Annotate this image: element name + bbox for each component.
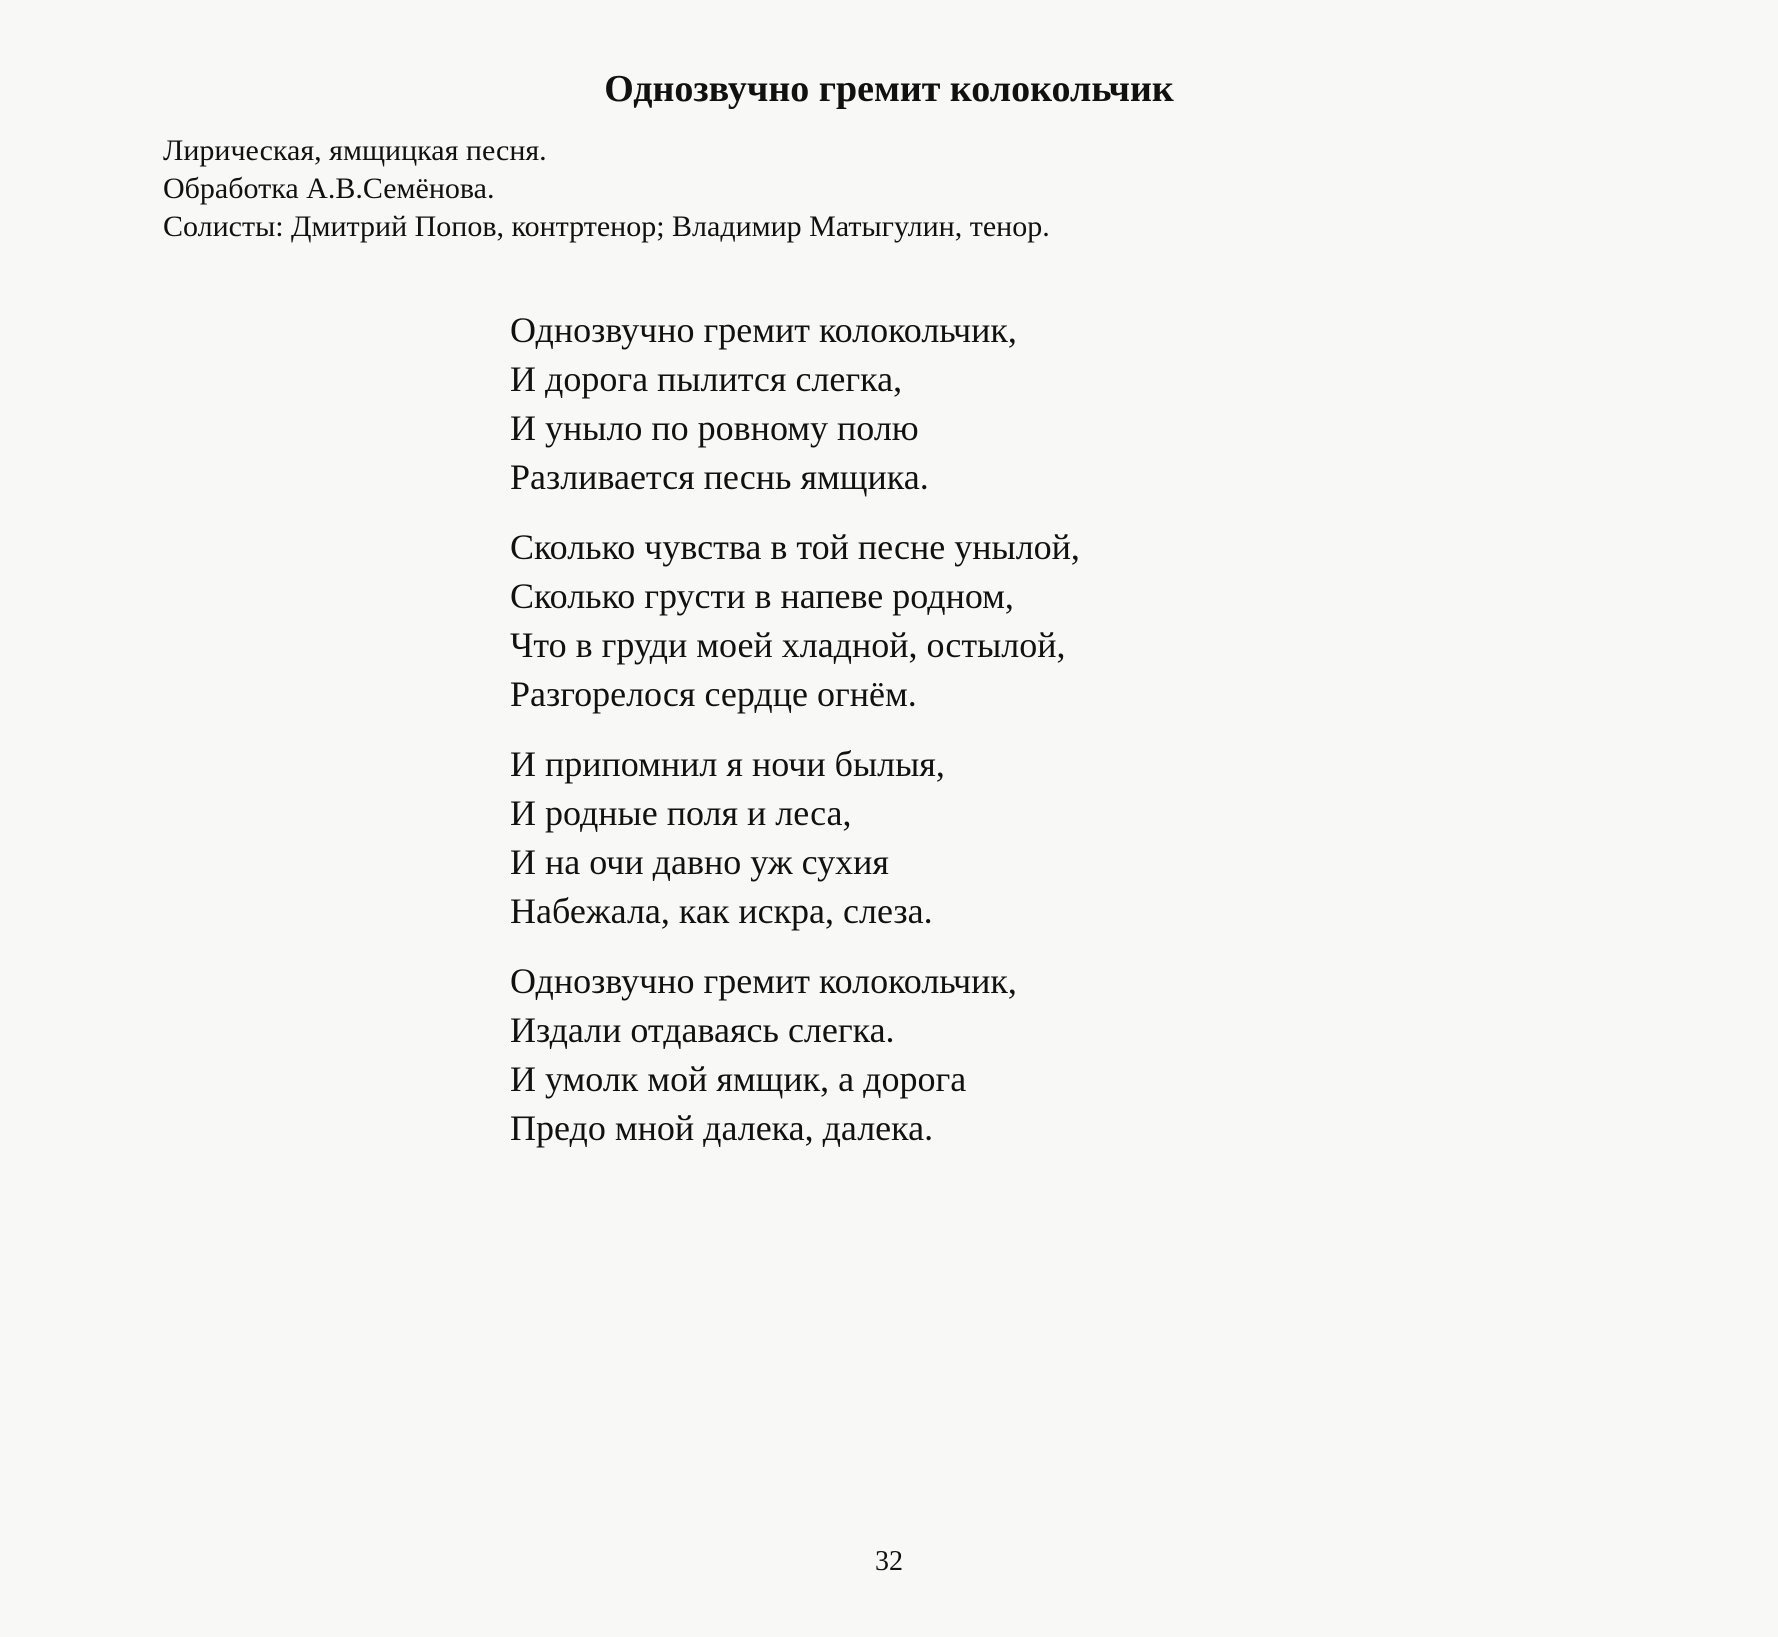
stanza-2	[510, 523, 1080, 719]
verse-line: Что в груди моей хладной, остылой,	[510, 625, 1066, 665]
verse-line: Разгорелося сердце огнём.	[510, 674, 917, 714]
verse-line: Сколько грусти в напеве родном,	[510, 576, 1014, 616]
verse-line: И дорога пылится слегка,	[510, 359, 903, 399]
verse-line: Сколько чувства в той песне унылой,	[510, 527, 1080, 567]
verse-line: Однозвучно гремит колокольчик,	[510, 310, 1017, 350]
verse-line: Предо мной далека, далека.	[510, 1108, 934, 1148]
page-number: 32	[875, 1546, 903, 1577]
verse-line: Разливается песнь ямщика.	[510, 457, 929, 497]
song-title: Однозвучно гремит колокольчик	[604, 68, 1174, 110]
song-info	[163, 132, 1050, 246]
verse-line: Однозвучно гремит колокольчик,	[510, 961, 1017, 1001]
stanza-4	[510, 957, 1080, 1153]
verse-line: И умолк мой ямщик, а дорога	[510, 1059, 967, 1099]
soloists-line: Солисты: Дмитрий Попов, контртенор; Владимир Матыгулин, тенор.	[163, 210, 1050, 243]
verse-line: Издали отдаваясь слегка.	[510, 1010, 895, 1050]
stanza-3	[510, 740, 1080, 936]
verse-line: Набежала, как искра, слеза.	[510, 891, 933, 931]
genre-line: Лирическая, ямщицкая песня.	[163, 134, 547, 167]
lyrics	[510, 306, 1080, 1174]
verse-line: И уныло по ровному полю	[510, 408, 919, 448]
verse-line: И на очи давно уж сухия	[510, 842, 889, 882]
verse-line: И родные поля и леса,	[510, 793, 852, 833]
stanza-1	[510, 306, 1080, 502]
arrangement-line: Обработка А.В.Семёнова.	[163, 172, 495, 205]
verse-line: И припомнил я ночи былыя,	[510, 744, 945, 784]
